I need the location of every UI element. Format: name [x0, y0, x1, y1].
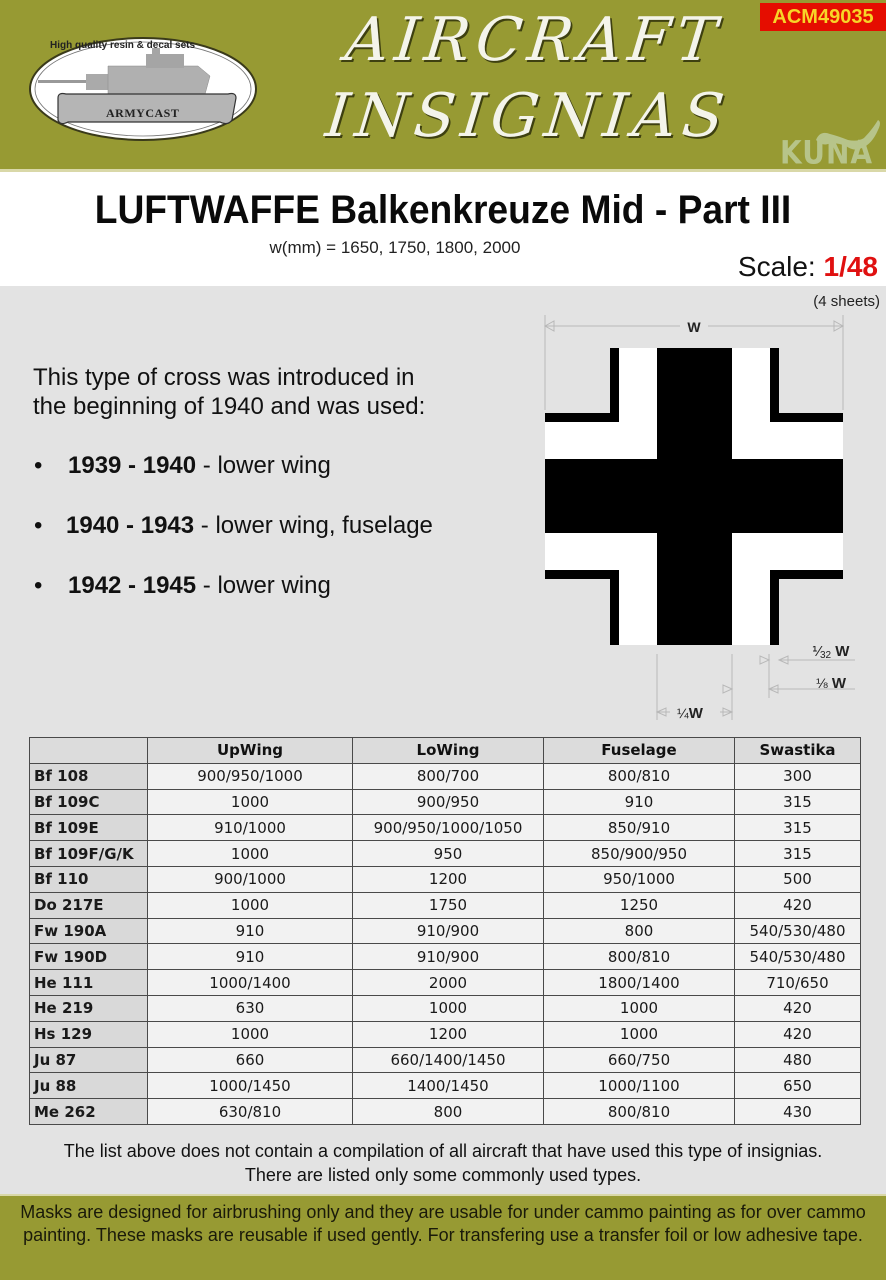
edge-thickness-label: ⅟32 W [812, 643, 850, 661]
swastika-size: 710/650 [735, 970, 861, 996]
aircraft-name: Ju 88 [30, 1073, 148, 1099]
aircraft-name: He 219 [30, 995, 148, 1021]
column-header-aircraft [30, 738, 148, 764]
usage-years: 1940 - 1943 [66, 512, 195, 539]
upwing-size: 630/810 [148, 1099, 353, 1125]
lowing-size: 900/950/1000/1050 [353, 815, 544, 841]
upwing-size: 1000 [148, 1021, 353, 1047]
swastika-size: 315 [735, 815, 861, 841]
title-line-2: INSIGNIAS [322, 81, 734, 151]
sheet-count: (4 sheets) [813, 293, 880, 310]
swastika-size: 500 [735, 866, 861, 892]
balkenkreuz-diagram [540, 310, 886, 730]
cross-shape [545, 348, 843, 645]
upwing-size: 1000 [148, 841, 353, 867]
lowing-size: 910/900 [353, 944, 544, 970]
usage-desc: - lower wing, fuselage [194, 512, 433, 539]
column-header-fuselage: Fuselage [544, 738, 735, 764]
upwing-size: 900/950/1000 [148, 763, 353, 789]
lowing-size: 910/900 [353, 918, 544, 944]
fuselage-size: 850/900/950 [544, 841, 735, 867]
column-header-lowing: LoWing [353, 738, 544, 764]
swastika-size: 650 [735, 1073, 861, 1099]
aircraft-name: Bf 110 [30, 866, 148, 892]
column-header-swastika: Swastika [735, 738, 861, 764]
product-line-title [322, 2, 738, 154]
usage-instructions: Masks are designed for airbrushing only and they are usable for under cammo painting as for over cammo painting. These masks are reusable if used gently. For transfering use a transfer foil or low adhesive tape. [20, 1202, 866, 1245]
upwing-size: 1000 [148, 789, 353, 815]
ring-width-label: ⅛ W [816, 675, 847, 692]
lowing-size: 1400/1450 [353, 1073, 544, 1099]
insignia-size-table [29, 737, 861, 1125]
aircraft-name: Fw 190D [30, 944, 148, 970]
table-row [30, 841, 861, 867]
product-code-badge: ACM49035 [760, 3, 886, 31]
fuselage-size: 800/810 [544, 763, 735, 789]
intro-line-1: This type of cross was introduced in [33, 364, 415, 391]
lowing-size: 2000 [353, 970, 544, 996]
table-row [30, 1047, 861, 1073]
fuselage-size: 950/1000 [544, 866, 735, 892]
upwing-size: 900/1000 [148, 866, 353, 892]
fuselage-size: 660/750 [544, 1047, 735, 1073]
scale-label: Scale: [737, 251, 824, 282]
usage-list [34, 450, 534, 630]
table-row [30, 1099, 861, 1125]
intro-paragraph [33, 363, 533, 421]
aircraft-name: Bf 109E [30, 815, 148, 841]
table-row [30, 1021, 861, 1047]
table-row [30, 944, 861, 970]
fuselage-size: 850/910 [544, 815, 735, 841]
swastika-size: 480 [735, 1047, 861, 1073]
table-disclaimer [0, 1139, 886, 1187]
fuselage-size: 800 [544, 918, 735, 944]
table-header-row [30, 738, 861, 764]
aircraft-name: Bf 109C [30, 789, 148, 815]
upwing-size: 660 [148, 1047, 353, 1073]
lowing-size: 800/700 [353, 763, 544, 789]
logo-brand-name: ARMYCAST [106, 106, 180, 120]
fuselage-size: 1000 [544, 995, 735, 1021]
scale-value: 1/48 [823, 251, 878, 282]
swastika-size: 315 [735, 789, 861, 815]
upwing-size: 630 [148, 995, 353, 1021]
swastika-size: 430 [735, 1099, 861, 1125]
lowing-size: 900/950 [353, 789, 544, 815]
table-row [30, 763, 861, 789]
aircraft-name: Do 217E [30, 892, 148, 918]
intro-line-2: the beginning of 1940 and was used: [33, 393, 426, 420]
fuselage-size: 1000/1100 [544, 1073, 735, 1099]
table-row [30, 789, 861, 815]
title-line-1: AIRCRAFT [342, 5, 726, 75]
usage-desc: - lower wing [196, 572, 331, 599]
kuna-brand-text: KUNA [780, 133, 874, 172]
table-row [30, 995, 861, 1021]
aircraft-name: He 111 [30, 970, 148, 996]
table-row [30, 918, 861, 944]
fuselage-size: 1800/1400 [544, 970, 735, 996]
upwing-size: 1000/1400 [148, 970, 353, 996]
lowing-size: 1200 [353, 866, 544, 892]
upwing-size: 910 [148, 944, 353, 970]
usage-item [34, 450, 534, 510]
table-row [30, 970, 861, 996]
aircraft-name: Me 262 [30, 1099, 148, 1125]
lowing-size: 1200 [353, 1021, 544, 1047]
aircraft-name: Hs 129 [30, 1021, 148, 1047]
fuselage-size: 800/810 [544, 944, 735, 970]
column-header-upwing: UpWing [148, 738, 353, 764]
bullet-icon: • [34, 452, 43, 479]
fuselage-size: 800/810 [544, 1099, 735, 1125]
upwing-size: 1000/1450 [148, 1073, 353, 1099]
lowing-size: 660/1400/1450 [353, 1047, 544, 1073]
aircraft-name: Fw 190A [30, 918, 148, 944]
fuselage-size: 1000 [544, 1021, 735, 1047]
table-row [30, 1073, 861, 1099]
bullet-icon: • [34, 572, 43, 599]
disclaimer-line-2: There are listed only some commonly used types. [244, 1165, 642, 1185]
scale-indicator [738, 251, 878, 283]
lowing-size: 800 [353, 1099, 544, 1125]
upwing-size: 910/1000 [148, 815, 353, 841]
bullet-icon: • [34, 512, 43, 539]
swastika-size: 420 [735, 1021, 861, 1047]
swastika-size: 420 [735, 995, 861, 1021]
usage-item [34, 570, 534, 630]
aircraft-name: Ju 87 [30, 1047, 148, 1073]
page-title: LUFTWAFFE Balkenkreuze Mid - Part III [94, 188, 792, 232]
usage-years: 1939 - 1940 [68, 452, 197, 479]
aircraft-name: Bf 109F/G/K [30, 841, 148, 867]
lowing-size: 1000 [353, 995, 544, 1021]
logo-tagline: High quality resin & decal sets [50, 40, 196, 51]
width-label: W [687, 319, 701, 335]
swastika-size: 540/530/480 [735, 944, 861, 970]
fuselage-size: 1250 [544, 892, 735, 918]
table-row [30, 815, 861, 841]
swastika-size: 315 [735, 841, 861, 867]
upwing-size: 1000 [148, 892, 353, 918]
usage-item [34, 510, 534, 570]
lowing-size: 1750 [353, 892, 544, 918]
fuselage-size: 910 [544, 789, 735, 815]
usage-desc: - lower wing [196, 452, 331, 479]
arm-width-label: ¼W [677, 705, 703, 722]
swastika-size: 420 [735, 892, 861, 918]
usage-years: 1942 - 1945 [68, 572, 197, 599]
armycast-logo [28, 36, 258, 142]
swastika-size: 300 [735, 763, 861, 789]
width-sizes: w(mm) = 1650, 1750, 1800, 2000 [269, 238, 521, 257]
disclaimer-line-1: The list above does not contain a compilation of all aircraft that have used this type of insignias. [63, 1141, 823, 1161]
lowing-size: 950 [353, 841, 544, 867]
table-row [30, 866, 861, 892]
table-row [30, 892, 861, 918]
aircraft-name: Bf 108 [30, 763, 148, 789]
upwing-size: 910 [148, 918, 353, 944]
swastika-size: 540/530/480 [735, 918, 861, 944]
